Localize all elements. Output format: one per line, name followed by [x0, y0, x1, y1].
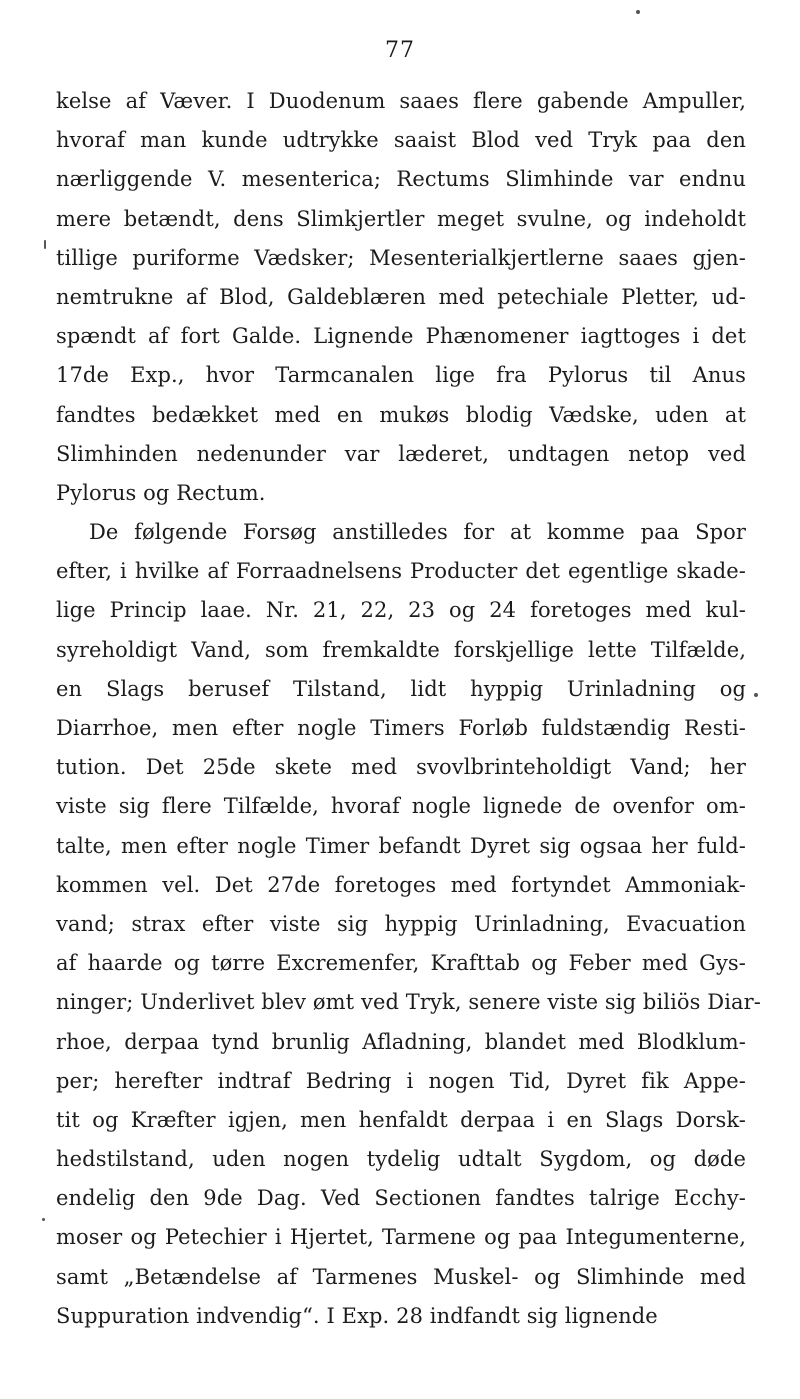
- text-line: nærliggende V. mesenterica; Rectums Slimhinde var endnu: [56, 167, 746, 192]
- text-line: nemtrukne af Blod, Galdeblæren med petechiale Pletter, ud-: [56, 284, 746, 309]
- text-line: rhoe, derpaa tynd brunlig Afladning, blandet med Blodklum-: [56, 1029, 746, 1054]
- text-line: kommen vel. Det 27de foretoges med fortyndet Ammoniak-: [56, 872, 746, 897]
- text-line: syreholdigt Vand, som fremkaldte forskjellige lette Tilfælde,: [56, 637, 746, 662]
- text-line: Pylorus og Rectum.: [56, 480, 266, 505]
- text-line: ninger; Underlivet blev ømt ved Tryk, senere viste sig biliös Diar-: [56, 990, 761, 1015]
- text-line: kelse af Væver. I Duodenum saaes flere gabende Ampuller,: [56, 89, 746, 113]
- text-line: hedstilstand, uden nogen tydelig udtalt Sygdom, og døde: [56, 1147, 746, 1172]
- text-line: vand; strax efter viste sig hyppig Urinladning, Evacuation: [56, 911, 746, 936]
- text-line: efter, i hvilke af Forraadnelsens Producter det egentlige skade-: [56, 559, 746, 584]
- text-line: samt „Betændelse af Tarmenes Muskel- og Slimhinde med: [56, 1264, 746, 1289]
- text-line: af haarde og tørre Excremenfer, Krafttab og Feber med Gys-: [56, 951, 746, 976]
- text-line: per; herefter indtraf Bedring i nogen Tid, Dyret fik Appe-: [56, 1068, 746, 1093]
- text-line: talte, men efter nogle Timer befandt Dyret sig ogsaa her fuld-: [56, 833, 746, 858]
- text-line: spændt af fort Galde. Lignende Phænomener iagttoges i det: [56, 324, 746, 349]
- text-line: tillige puriforme Vædsker; Mesenterialkjertlerne saaes gjen-: [56, 245, 746, 270]
- text-line: endelig den 9de Dag. Ved Sectionen fandtes talrige Ecchy-: [56, 1186, 746, 1211]
- print-speck: [42, 1218, 45, 1221]
- text-line: tution. Det 25de skete med svovlbrinteholdigt Vand; her: [56, 755, 746, 780]
- text-line: moser og Petechier i Hjertet, Tarmene og paa Integumenterne,: [56, 1225, 746, 1250]
- text-line: viste sig flere Tilfælde, hvoraf nogle lignede de ovenfor om-: [56, 794, 746, 819]
- text-line: mere betændt, dens Slimkjertler meget svulne, og indeholdt: [56, 206, 746, 231]
- print-speck: [44, 240, 46, 249]
- page-number: 77: [385, 38, 415, 63]
- text-line: fandtes bedækket med en mukøs blodig Vædske, uden at: [56, 402, 746, 427]
- text-line: 17de Exp., hvor Tarmcanalen lige fra Pylorus til Anus: [56, 363, 746, 388]
- text-line: lige Princip laae. Nr. 21, 22, 23 og 24 foretoges med kul-: [56, 598, 746, 623]
- text-line: Suppuration indvendig“. I Exp. 28 indfandt sig lignende: [56, 1303, 658, 1328]
- print-speck: [754, 693, 758, 697]
- text-line: hvoraf man kunde udtrykke saaist Blod ved Tryk paa den: [56, 128, 746, 153]
- body-text: [56, 82, 761, 1336]
- text-line: Slimhinden nedenunder var læderet, undtagen netop ved: [56, 441, 746, 466]
- text-line: De følgende Forsøg anstilledes for at komme paa Spor: [89, 520, 746, 545]
- text-line: en Slags berusef Tilstand, lidt hyppig Urinladning og: [56, 676, 746, 701]
- text-line: Diarrhoe, men efter nogle Timers Forløb fuldstændig Resti-: [56, 716, 746, 740]
- print-speck: [636, 10, 640, 14]
- text-line: tit og Kræfter igjen, men henfaldt derpaa i en Slags Dorsk-: [56, 1107, 746, 1132]
